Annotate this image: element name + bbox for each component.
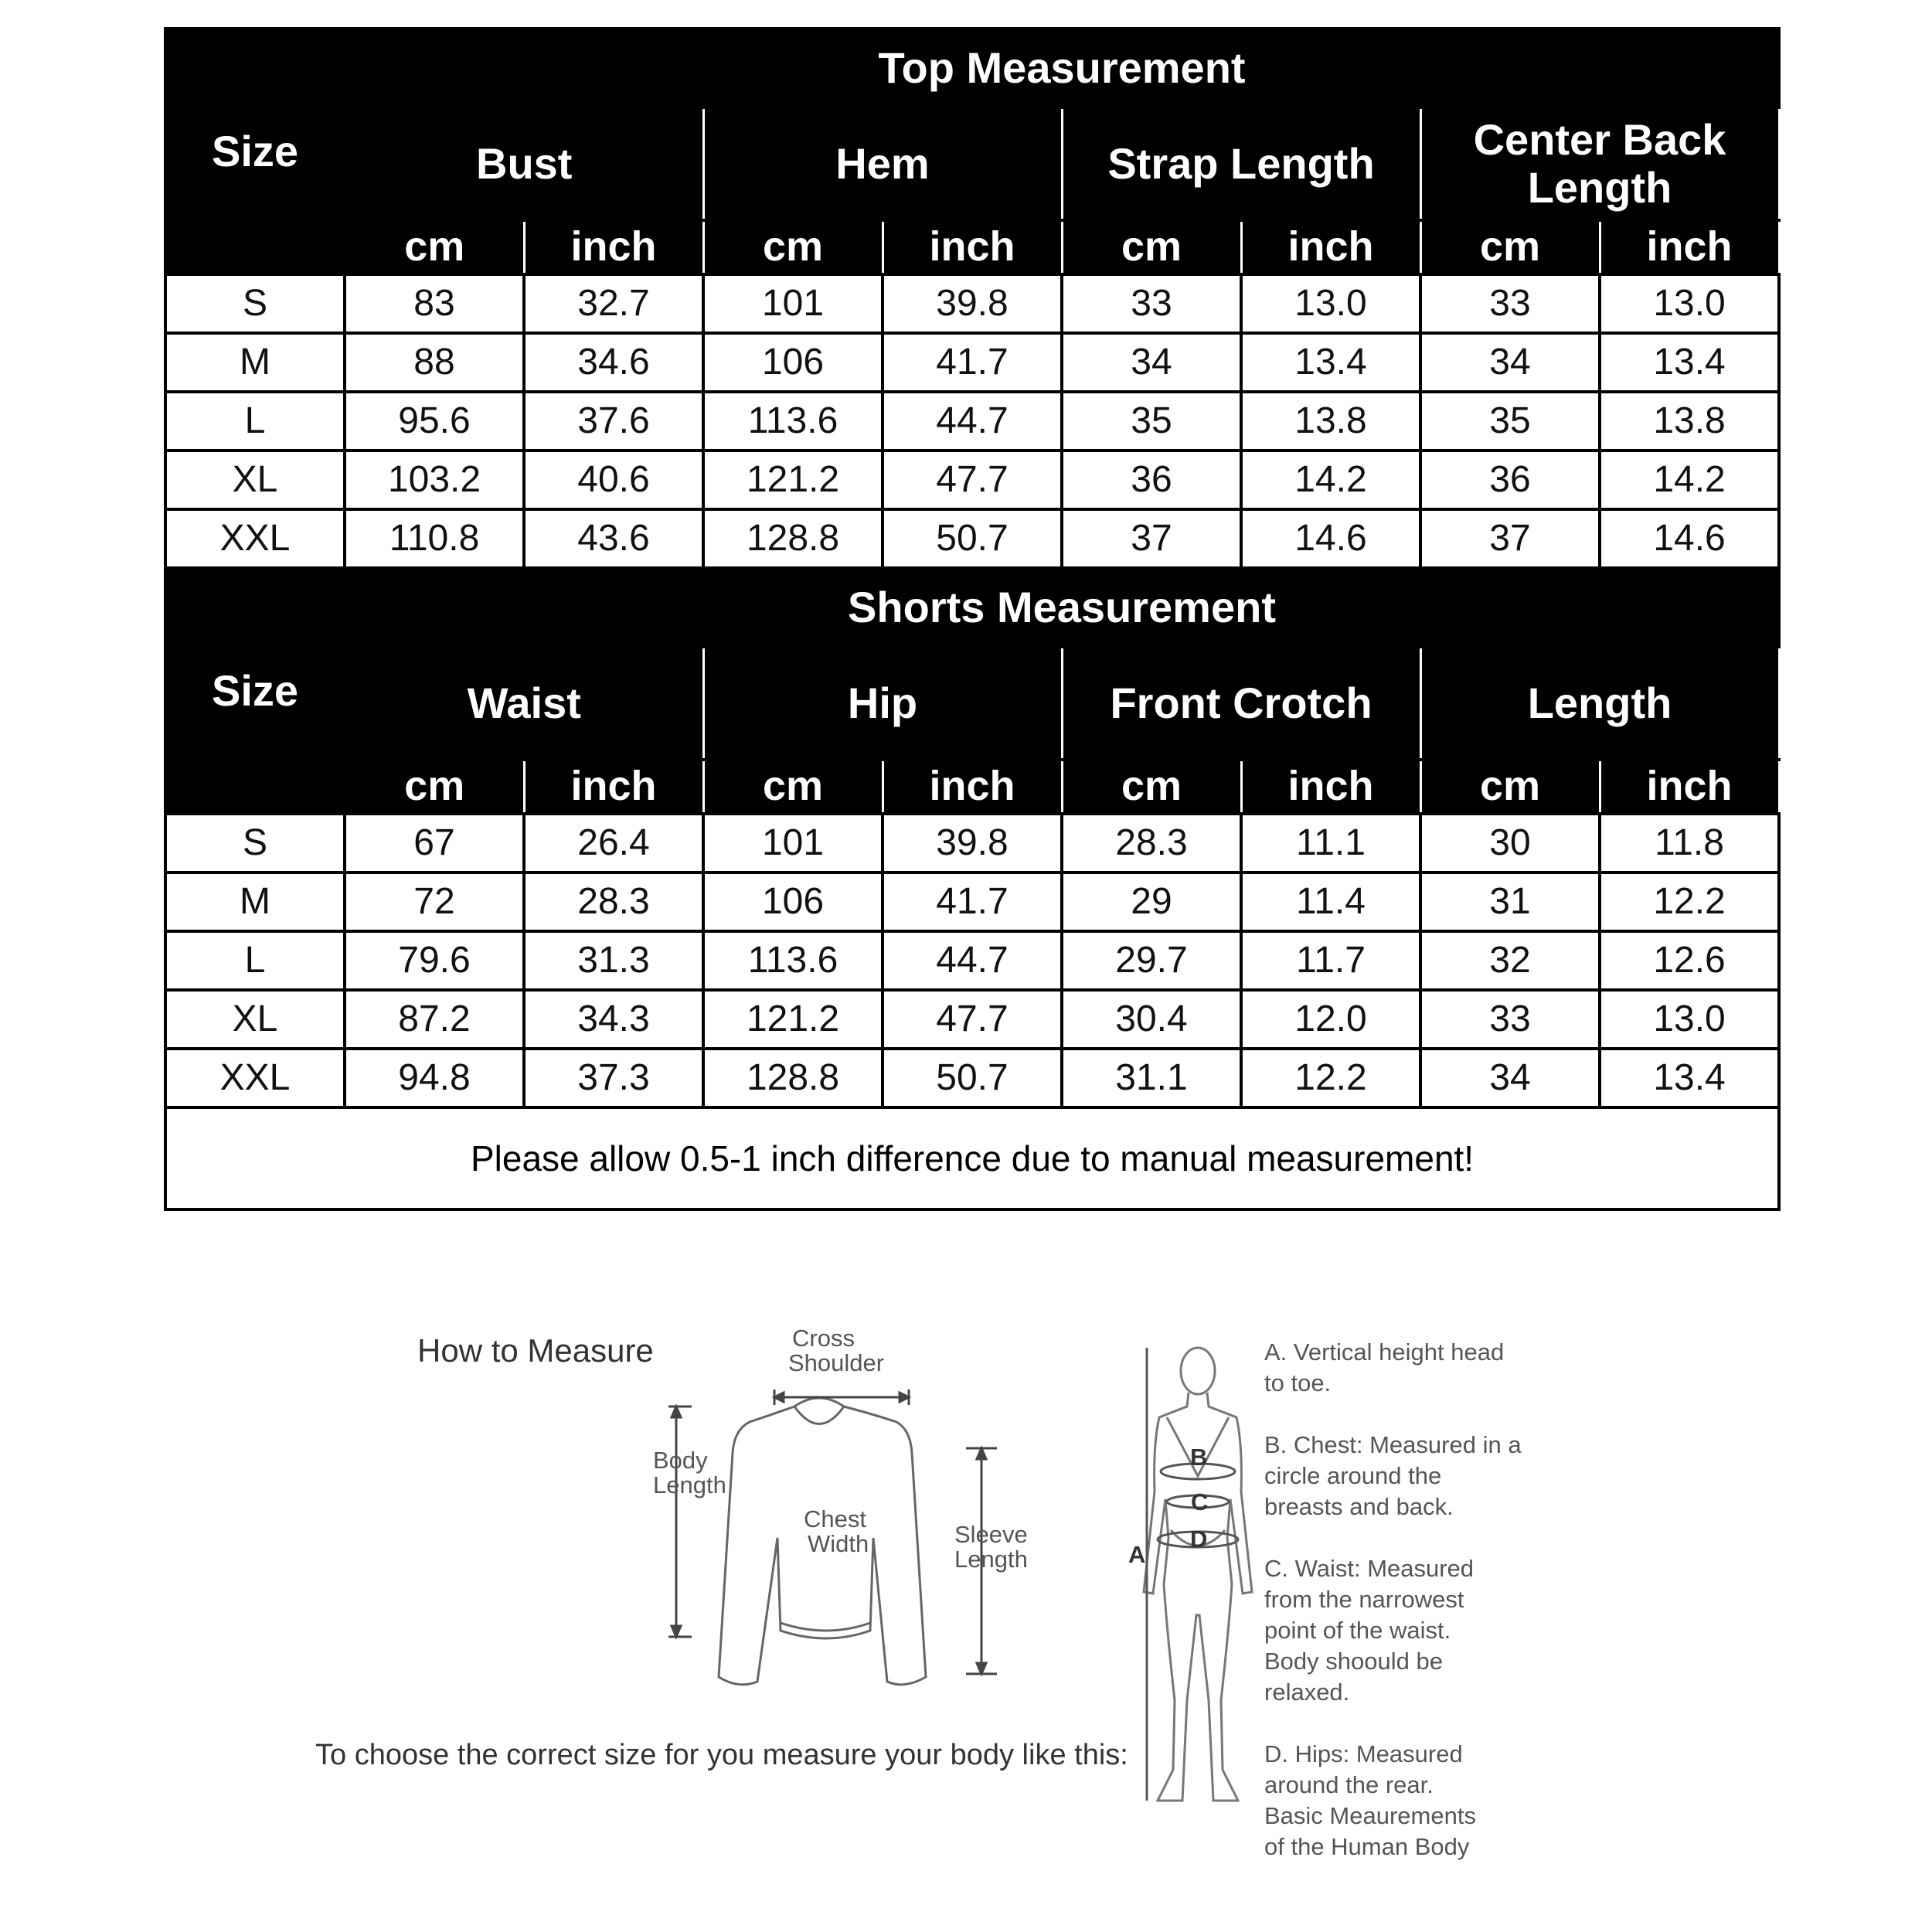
legend-item-d: D. Hips: Measured around the rear. Basic Meaurements of the Human Body [1264,1740,1476,1860]
measurement-cell: 101 [703,274,883,333]
table-row [165,872,1779,931]
measurement-cell: 30 [1420,814,1600,872]
top-unit-header: inch [1241,220,1420,274]
measurement-cell: 67 [345,814,524,872]
measurement-cell: 34.3 [524,990,703,1049]
size-cell: S [165,274,345,333]
shorts-group-header: Waist [345,647,703,760]
measurement-cell: 29 [1062,872,1241,931]
measurement-cell: 95.6 [345,392,524,451]
size-cell: XXL [165,509,345,568]
measurement-cell: 110.8 [345,509,524,568]
measurement-cell: 47.7 [883,451,1062,509]
measurement-cell: 41.7 [883,333,1062,392]
top-group-header: Center Back Length [1420,107,1779,220]
measurement-cell: 36 [1420,451,1600,509]
note-section [165,1107,1779,1209]
measurement-cell: 87.2 [345,990,524,1049]
size-chart-table [164,27,1781,1211]
size-cell: M [165,333,345,392]
top-unit-header: cm [345,220,524,274]
measurement-cell: 44.7 [883,931,1062,990]
measurement-cell: 37 [1062,509,1241,568]
marker-d: D [1190,1526,1208,1553]
note-row [165,1107,1779,1209]
measurement-cell: 37.6 [524,392,703,451]
top-size-header: Size [165,29,345,274]
how-to-measure-section [0,1306,1932,1909]
shorts-measurement-section [165,568,1779,1107]
measurement-cell: 47.7 [883,990,1062,1049]
measurement-cell: 13.8 [1600,392,1779,451]
measurement-cell: 39.8 [883,274,1062,333]
top-title-row [165,29,1779,107]
shorts-size-header: Size [165,568,345,814]
measurement-cell: 83 [345,274,524,333]
measurement-cell: 39.8 [883,814,1062,872]
measurement-cell: 121.2 [703,990,883,1049]
measurement-cell: 26.4 [524,814,703,872]
shorts-unit-header: inch [1600,760,1779,814]
measurement-cell: 13.0 [1600,274,1779,333]
measurement-cell: 50.7 [883,1049,1062,1107]
shorts-group-header: Front Crotch [1062,647,1420,760]
size-cell: L [165,392,345,451]
measurement-cell: 106 [703,333,883,392]
size-cell: L [165,931,345,990]
measurement-cell: 14.6 [1600,509,1779,568]
cross-shoulder-label-1: Cross [792,1325,855,1352]
measurement-cell: 11.1 [1241,814,1420,872]
size-cell: S [165,814,345,872]
body-figure-diagram [1113,1337,1260,1862]
top-group-header: Bust [345,107,703,220]
table-row [165,931,1779,990]
shorts-unit-header: inch [524,760,703,814]
measurement-cell: 113.6 [703,392,883,451]
top-unit-header: inch [883,220,1062,274]
sleeve-length-label-2: Length [954,1546,1028,1573]
measurement-cell: 32.7 [524,274,703,333]
measurement-cell: 12.0 [1241,990,1420,1049]
size-cell: XL [165,990,345,1049]
measurement-cell: 34 [1420,1049,1600,1107]
body-figure-outline [1144,1348,1252,1801]
size-cell: M [165,872,345,931]
measurement-cell: 13.4 [1241,333,1420,392]
table-row [165,990,1779,1049]
measurement-cell: 28.3 [524,872,703,931]
shorts-unit-row [165,760,1779,814]
measurement-cell: 12.2 [1600,872,1779,931]
top-unit-row [165,220,1779,274]
measurement-cell: 34 [1062,333,1241,392]
how-to-measure-title: How to Measure [417,1332,654,1369]
size-cell: XXL [165,1049,345,1107]
top-group-header: Hem [703,107,1062,220]
marker-a: A [1128,1541,1146,1568]
measurement-cell: 13.4 [1600,1049,1779,1107]
shorts-group-row [165,647,1779,760]
chest-width-label-1: Chest [804,1505,866,1532]
measurement-cell: 113.6 [703,931,883,990]
top-group-row [165,107,1779,220]
measurement-cell: 79.6 [345,931,524,990]
body-length-label-1: Body [653,1447,708,1474]
measurement-cell: 128.8 [703,509,883,568]
top-group-header: Strap Length [1062,107,1420,220]
choose-size-instruction: To choose the correct size for you measure your body like this: [315,1739,1128,1771]
measurement-cell: 11.7 [1241,931,1420,990]
measurement-cell: 37.3 [524,1049,703,1107]
shorts-unit-header: cm [1062,760,1241,814]
measurement-cell: 14.2 [1600,451,1779,509]
top-unit-header: inch [524,220,703,274]
table-row [165,274,1779,333]
measurement-cell: 121.2 [703,451,883,509]
measurement-cell: 94.8 [345,1049,524,1107]
measurement-cell: 128.8 [703,1049,883,1107]
measurement-cell: 43.6 [524,509,703,568]
measurement-cell: 11.4 [1241,872,1420,931]
table-row [165,333,1779,392]
shorts-unit-header: inch [883,760,1062,814]
top-unit-header: cm [703,220,883,274]
top-unit-header: cm [1420,220,1600,274]
shorts-section-title: Shorts Measurement [345,568,1779,647]
measurement-cell: 88 [345,333,524,392]
legend-item-a: A. Vertical height head to toe. [1264,1338,1505,1396]
measurement-cell: 13.4 [1600,333,1779,392]
top-unit-header: cm [1062,220,1241,274]
measurement-cell: 101 [703,814,883,872]
measurement-cell: 32 [1420,931,1600,990]
body-length-arrow [668,1406,692,1637]
measurement-cell: 14.2 [1241,451,1420,509]
measurement-cell: 33 [1420,274,1600,333]
measurement-cell: 31.3 [524,931,703,990]
marker-b: B [1190,1444,1208,1471]
shorts-unit-header: inch [1241,760,1420,814]
garment-diagram [641,1306,1074,1708]
measurement-cell: 36 [1062,451,1241,509]
shorts-unit-header: cm [703,760,883,814]
measurement-cell: 13.8 [1241,392,1420,451]
measurement-cell: 12.2 [1241,1049,1420,1107]
measurement-cell: 31 [1420,872,1600,931]
shorts-group-header: Hip [703,647,1062,760]
table-row [165,814,1779,872]
shorts-unit-header: cm [345,760,524,814]
measurement-cell: 34 [1420,333,1600,392]
measurement-cell: 33 [1062,274,1241,333]
shorts-group-header: Length [1420,647,1779,760]
measurement-cell: 44.7 [883,392,1062,451]
top-unit-header: inch [1600,220,1779,274]
top-section-title: Top Measurement [345,29,1779,107]
legend-item-b: B. Chest: Measured in a circle around the breasts and back. [1264,1431,1522,1520]
measurement-cell: 12.6 [1600,931,1779,990]
measurement-cell: 35 [1420,392,1600,451]
shorts-unit-header: cm [1420,760,1600,814]
measurement-cell: 28.3 [1062,814,1241,872]
measurement-note: Please allow 0.5-1 inch difference due to manual measurement! [165,1107,1779,1209]
cross-shoulder-arrow [774,1389,909,1405]
body-measure-legend [1264,1337,1558,1893]
chest-width-label-2: Width [808,1530,869,1557]
measurement-cell: 72 [345,872,524,931]
top-measurement-section [165,29,1779,568]
legend-item-c: C. Waist: Measured from the narrowest point of the waist. Body shoould be relaxed. [1264,1555,1475,1706]
table-row [165,1049,1779,1107]
body-length-label-2: Length [653,1471,726,1498]
measurement-cell: 50.7 [883,509,1062,568]
marker-c: C [1191,1488,1209,1515]
measurement-cell: 106 [703,872,883,931]
table-row [165,509,1779,568]
shorts-title-row [165,568,1779,647]
measurement-cell: 37 [1420,509,1600,568]
measurement-cell: 13.0 [1600,990,1779,1049]
measurement-cell: 11.8 [1600,814,1779,872]
measurement-cell: 103.2 [345,451,524,509]
measurement-cell: 40.6 [524,451,703,509]
measurement-cell: 41.7 [883,872,1062,931]
size-cell: XL [165,451,345,509]
measurement-cell: 35 [1062,392,1241,451]
cross-shoulder-label-2: Shoulder [788,1349,885,1376]
table-row [165,392,1779,451]
measurement-cell: 33 [1420,990,1600,1049]
sleeve-length-label-1: Sleeve [954,1521,1028,1548]
table-row [165,451,1779,509]
measurement-cell: 31.1 [1062,1049,1241,1107]
measurement-cell: 14.6 [1241,509,1420,568]
measurement-cell: 13.0 [1241,274,1420,333]
measurement-cell: 34.6 [524,333,703,392]
measurement-cell: 30.4 [1062,990,1241,1049]
measurement-cell: 29.7 [1062,931,1241,990]
